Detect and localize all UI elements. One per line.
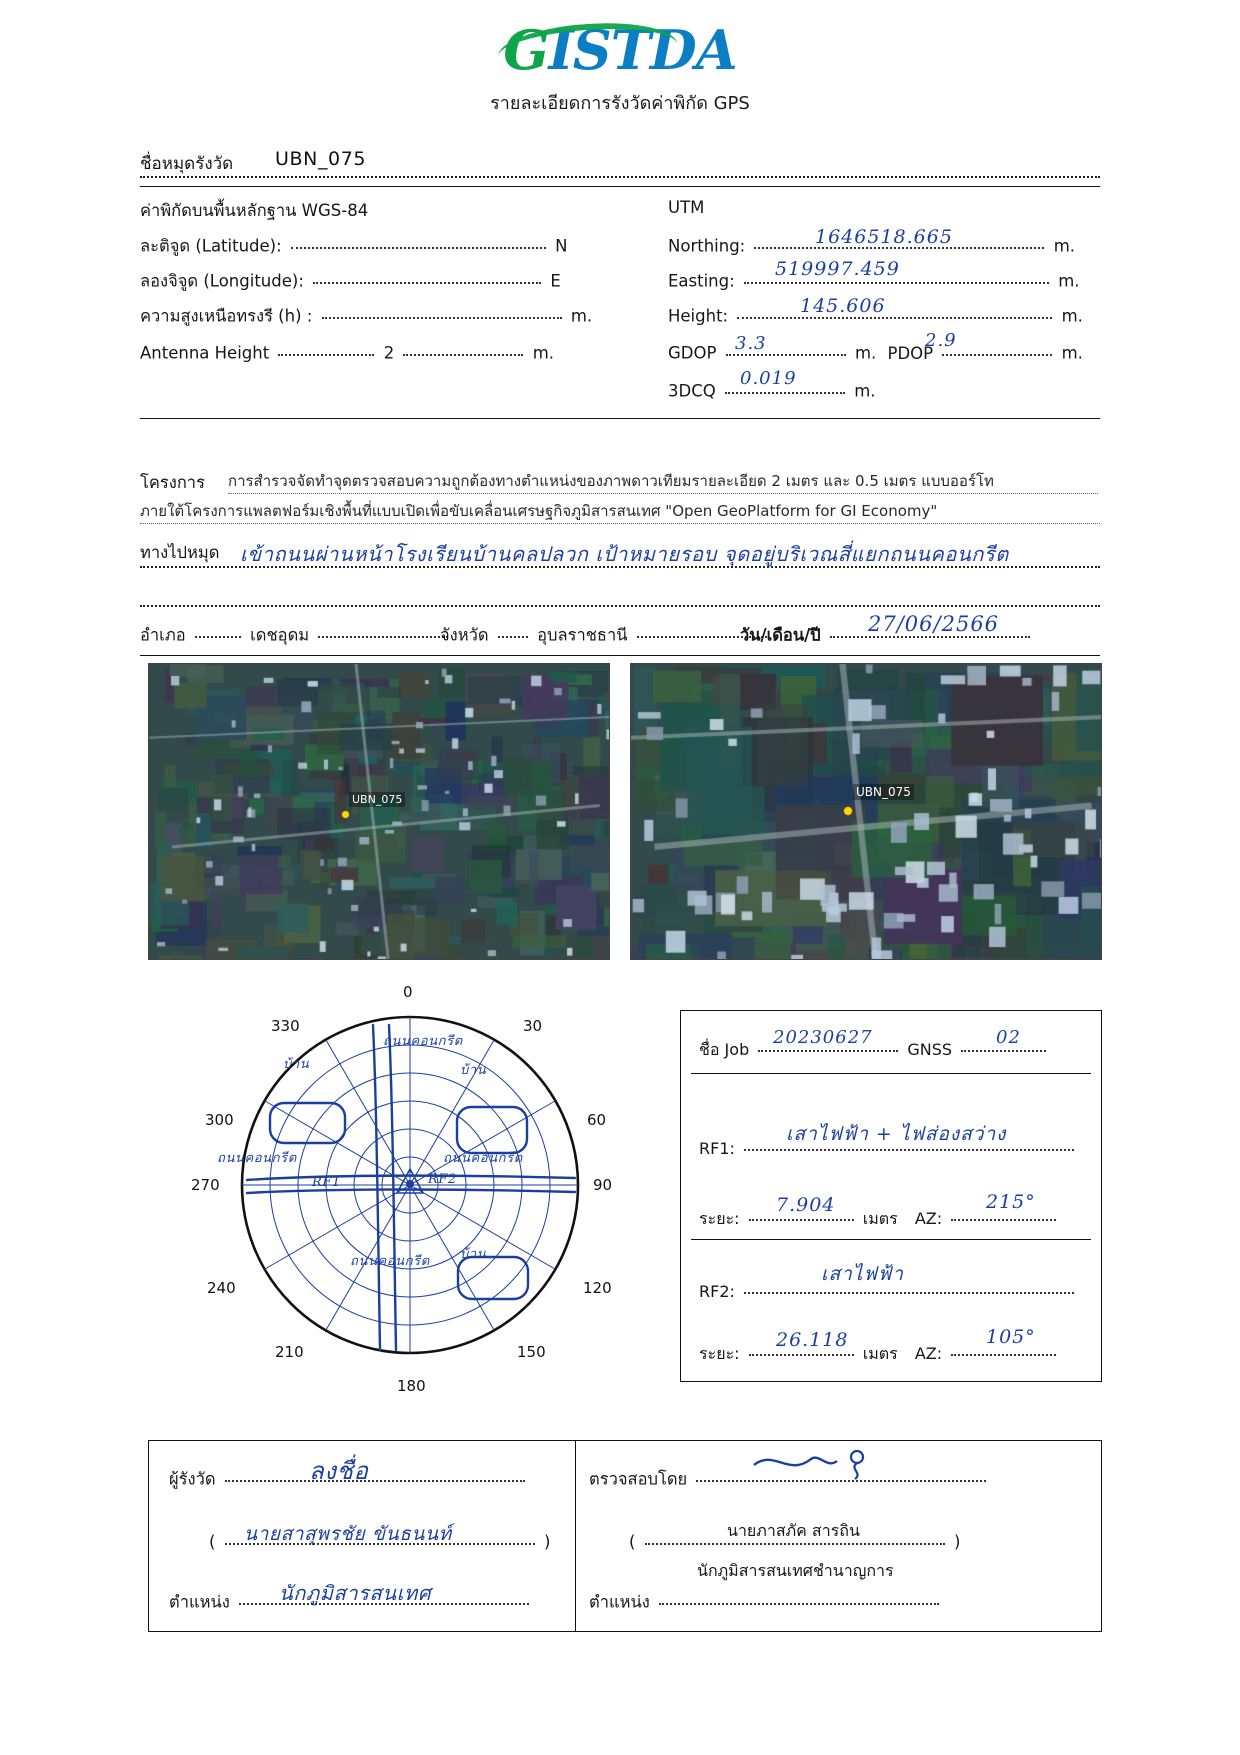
date-value: 27/06/2566 xyxy=(868,612,1000,636)
longitude-dots xyxy=(313,265,541,284)
pdop-value: 2.9 xyxy=(925,330,957,351)
easting-label: Easting: xyxy=(668,271,735,291)
pdop-dots xyxy=(942,337,1052,356)
project-line-2: ภายใต้โครงการแพลตฟอร์มเชิงพื้นที่แบบเปิดเพื่อขับเคลื่อนเศรษฐกิจภูมิสารสนเทศ "Open GeoPlatform for GI Economy" xyxy=(140,500,1100,524)
rf1-label: RF1: xyxy=(699,1139,735,1158)
surveyor-position-value: นักภูมิสารสนเทศ xyxy=(279,1581,432,1605)
svg-text:240: 240 xyxy=(207,1279,236,1297)
svg-text:150: 150 xyxy=(517,1343,546,1361)
rf1-distance-label: ระยะ: xyxy=(699,1209,740,1228)
sky-annotation-2: บ้าน xyxy=(460,1247,487,1262)
antenna-height-value: 2 xyxy=(383,343,395,363)
ellipsoid-height-label: ความสูงเหนือทรงรี (h) : xyxy=(140,306,313,326)
logo-letter-g: G xyxy=(503,18,549,82)
svg-text:300: 300 xyxy=(205,1111,234,1129)
district-label: อำเภอ xyxy=(140,625,186,645)
longitude-field xyxy=(140,268,620,295)
job-name-value: 20230627 xyxy=(773,1027,873,1048)
province-dots-a xyxy=(498,619,528,638)
rf1-value: เสาไฟฟ้า + ไฟส่องสว่าง xyxy=(786,1123,1007,1145)
job-divider-2 xyxy=(691,1239,1091,1240)
page-title: รายละเอียดการรังวัดค่าพิกัด GPS xyxy=(490,93,750,114)
rf1-distance-unit: เมตร xyxy=(862,1209,898,1228)
district-dots-a xyxy=(195,619,241,638)
rf2-label: RF2: xyxy=(699,1282,735,1301)
surveyor-name-close-paren: ) xyxy=(543,1532,551,1552)
svg-text:330: 330 xyxy=(271,1017,300,1035)
antenna-height-dots-1 xyxy=(278,337,374,356)
easting-value: 519997.459 xyxy=(775,258,900,280)
rf1-distance-value: 7.904 xyxy=(776,1194,836,1216)
easting-unit: m. xyxy=(1058,271,1080,291)
northing-label: Northing: xyxy=(668,236,746,256)
surveyor-position-label: ตำแหน่ง xyxy=(169,1592,230,1612)
pdop-label: PDOP xyxy=(887,343,934,363)
utm-height-dots xyxy=(737,300,1052,319)
surveyor-name-value: นายสาสุพรชัย ขันธนนท์ xyxy=(244,1523,452,1545)
site-photo-right xyxy=(630,663,1102,960)
sky-annotation-8: RF2 xyxy=(428,1172,457,1187)
project-line-1: การสำรวจจัดทำจุดตรวจสอบความถูกต้องทางตำแหน่งของภาพดาวเทียมรายละเอียด 2 เมตร และ 0.5 เมตร แบบออร์โท xyxy=(228,470,1098,494)
job-divider-1 xyxy=(691,1073,1091,1074)
sky-annotation-3: ถนนคอนกรีต xyxy=(217,1151,297,1166)
surveyor-label: ผู้รังวัด xyxy=(169,1469,216,1489)
pdop-unit: m. xyxy=(1061,343,1083,363)
district-value: เดชอุดม xyxy=(250,625,310,645)
logo-text: ISTDA xyxy=(548,18,737,82)
rf1-az-value: 215° xyxy=(986,1191,1036,1213)
latitude-unit: N xyxy=(555,236,568,256)
checker-name-value: นายภาสภัค สารถิน xyxy=(727,1521,860,1540)
dcq-value: 0.019 xyxy=(740,368,797,389)
svg-text:90: 90 xyxy=(593,1176,613,1194)
wgs84-title: ค่าพิกัดบนพื้นหลักฐาน WGS-84 xyxy=(140,201,369,220)
dcq-label: 3DCQ xyxy=(668,381,716,401)
utm-height-value: 145.606 xyxy=(800,295,886,317)
svg-text:120: 120 xyxy=(583,1279,612,1297)
gdop-label: GDOP xyxy=(668,343,717,363)
surveyor-dots xyxy=(225,1463,525,1482)
gdop-unit: m. xyxy=(854,343,877,363)
rf2-dots xyxy=(744,1276,1074,1294)
rf2-distance-value: 26.118 xyxy=(776,1329,849,1351)
antenna-height-label: Antenna Height xyxy=(140,343,270,363)
antenna-height-unit: m. xyxy=(532,343,555,363)
checker-label: ตรวจสอบโดย xyxy=(589,1469,688,1489)
longitude-label: ลองจิจูด (Longitude): xyxy=(140,271,304,291)
latitude-dots xyxy=(291,230,546,249)
sky-diagram-annotations xyxy=(175,975,645,1405)
date-label: วัน/เดือน/ปี xyxy=(740,625,821,645)
gdop-value: 3.3 xyxy=(735,333,767,354)
project-label: โครงการ xyxy=(140,473,205,492)
checker-position-label: ตำแหน่ง xyxy=(589,1592,650,1612)
province-field xyxy=(440,622,771,649)
dcq-unit: m. xyxy=(854,381,876,401)
sky-annotation-1: บ้าน xyxy=(460,1063,487,1078)
dop-field xyxy=(668,340,1083,363)
checker-name-close-paren: ) xyxy=(953,1532,961,1552)
rf2-az-value: 105° xyxy=(986,1326,1036,1348)
sky-annotation-0: บ้าน xyxy=(283,1057,310,1072)
gnss-label: GNSS xyxy=(907,1040,953,1059)
rf2-distance-unit: เมตร xyxy=(862,1344,898,1363)
divider-2 xyxy=(140,418,1100,419)
site-photo-left-marker-label: UBN_075 xyxy=(349,792,405,807)
checker-signature-mark xyxy=(749,1443,899,1483)
northing-value: 1646518.665 xyxy=(815,226,953,248)
utm-title: UTM xyxy=(668,198,705,217)
sky-annotation-5: ถนนคอนกรีต xyxy=(383,1034,463,1049)
sky-annotation-6: ถนนคอนกรีต xyxy=(350,1254,430,1269)
province-label: จังหวัด xyxy=(440,625,489,645)
station-name-row xyxy=(140,148,1100,178)
province-value: อุบลราชธานี xyxy=(537,625,628,645)
site-photo-right-canvas xyxy=(631,664,1101,959)
site-photo-left-canvas xyxy=(149,664,609,959)
svg-text:0: 0 xyxy=(403,983,413,1001)
northing-unit: m. xyxy=(1053,236,1076,256)
divider-3 xyxy=(140,655,1100,656)
signature-box-divider xyxy=(575,1441,576,1631)
ellipsoid-height-dots xyxy=(322,300,562,319)
route-label: ทางไปหมุด xyxy=(140,543,220,562)
site-photo-left-marker-dot xyxy=(341,810,350,819)
utm-height-unit: m. xyxy=(1061,306,1083,326)
utm-height-label: Height: xyxy=(668,306,729,326)
svg-text:60: 60 xyxy=(587,1111,607,1129)
site-photo-left xyxy=(148,663,610,960)
gistda-logo xyxy=(0,18,1240,82)
district-dots-b xyxy=(318,619,448,638)
svg-text:180: 180 xyxy=(397,1377,426,1395)
sky-obstruction-diagram xyxy=(175,975,645,1405)
route-value: เข้าถนนผ่านหน้าโรงเรียนบ้านคลปลวก เป้าหมายรอบ จุดอยู่บริเวณสี่แยกถนนคอนกรีต xyxy=(240,542,1009,566)
rf2-az-label: AZ: xyxy=(914,1344,943,1363)
ellipsoid-height-field xyxy=(140,303,620,330)
site-photo-right-marker-label: UBN_075 xyxy=(853,784,914,800)
surveyor-signature: ลงชื่อ xyxy=(309,1457,369,1485)
latitude-field xyxy=(140,233,620,260)
svg-text:210: 210 xyxy=(275,1343,304,1361)
checker-position-dots xyxy=(659,1586,939,1605)
checker-position-value: นักภูมิสารสนเทศชำนาญการ xyxy=(697,1561,894,1580)
job-info-box xyxy=(680,1010,1102,1382)
sky-annotation-4: ถนนคอนกรีต xyxy=(443,1151,523,1166)
antenna-height-dots-2 xyxy=(403,337,523,356)
checker-name-open-paren: ( xyxy=(629,1532,636,1552)
rf1-az-label: AZ: xyxy=(914,1209,943,1228)
surveyor-name-open-paren: ( xyxy=(209,1532,216,1552)
route-dots-2 xyxy=(140,605,1100,607)
rf2-distance-label: ระยะ: xyxy=(699,1344,740,1363)
rf2-value: เสาไฟฟ้า xyxy=(821,1263,904,1285)
svg-text:30: 30 xyxy=(523,1017,543,1035)
station-name-dotted-line xyxy=(140,176,1100,178)
gnss-value: 02 xyxy=(996,1027,1021,1048)
svg-text:270: 270 xyxy=(191,1176,220,1194)
site-photo-right-marker-dot xyxy=(843,806,853,816)
signature-box xyxy=(148,1440,1102,1632)
latitude-label: ละติจูด (Latitude): xyxy=(140,236,282,256)
checker-position-row xyxy=(589,1589,943,1616)
district-field xyxy=(140,622,452,649)
antenna-height-field xyxy=(140,340,620,363)
divider-1 xyxy=(140,186,1100,187)
station-name-value: UBN_075 xyxy=(275,148,367,170)
station-name-label: ชื่อหมุดรังวัด xyxy=(140,154,234,174)
ellipsoid-height-unit: m. xyxy=(570,306,593,326)
job-name-label: ชื่อ Job xyxy=(699,1040,750,1059)
sky-annotation-7: RF1 xyxy=(312,1175,341,1190)
longitude-unit: E xyxy=(550,271,561,291)
